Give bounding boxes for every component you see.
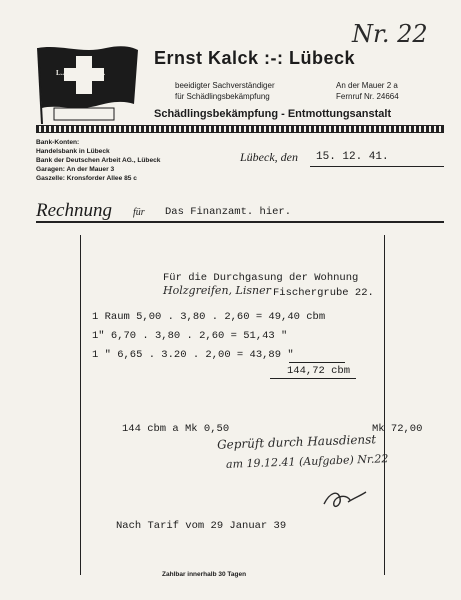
flag-logo xyxy=(30,42,142,126)
right-column-rule xyxy=(384,235,385,575)
signature-mark xyxy=(320,488,370,514)
decorative-border xyxy=(36,125,444,133)
left-column-rule xyxy=(80,235,81,575)
company-name: Ernst Kalck :-: Lübeck xyxy=(154,48,356,68)
flag-text: L.A.F.B.L.A.D. xyxy=(56,69,106,77)
address-line: Fischergrube 22. xyxy=(273,287,374,299)
price-calculation: 144 cbm a Mk 0,50 xyxy=(122,423,230,435)
total-volume: 144,72 cbm xyxy=(287,365,351,377)
bank-title: Bank-Konten: xyxy=(36,139,80,146)
bank-line: Bank der Deutschen Arbeit AG., Lübeck xyxy=(36,157,161,164)
payment-terms: Zahlbar innerhalb 30 Tagen xyxy=(162,571,247,578)
bank-line: Handelsbank in Lübeck xyxy=(36,148,110,155)
handwritten-note: am 19.12.41 (Aufgabe) Nr.22 xyxy=(225,452,389,471)
measurement-row: 1" 6,70 . 3,80 . 2,60 = 51,43 " xyxy=(92,330,288,342)
recipient: Das Finanzamt. hier. xyxy=(165,206,292,218)
tariff-note: Nach Tarif vom 29 Januar 39 xyxy=(116,520,287,532)
measurement-row: 1 Raum 5,00 . 3,80 . 2,60 = 49,40 cbm xyxy=(92,311,326,323)
address-line-2: Fernruf Nr. 24664 xyxy=(336,92,399,101)
total-underline xyxy=(270,378,356,379)
invoice-label: Rechnung xyxy=(36,200,112,221)
subtitle-1: beeidigter Sachverständiger xyxy=(175,81,275,90)
invoice-date: 15. 12. 41. xyxy=(316,151,389,163)
handwritten-name: Holzgreifen, Lisner xyxy=(163,284,271,297)
place-label: Lübeck, den xyxy=(240,150,298,164)
handwritten-number: Nr. 22 xyxy=(352,20,428,48)
service-line: Für die Durchgasung der Wohnung xyxy=(163,272,359,284)
date-underline xyxy=(310,166,444,167)
bank-line: Garagen: An der Mauer 3 xyxy=(36,166,115,173)
tagline: Schädlingsbekämpfung - Entmottungsanstalt xyxy=(154,108,392,120)
address-line-1: An der Mauer 2 a xyxy=(336,81,398,90)
sum-underline xyxy=(289,362,345,363)
measurement-row: 1 " 6,65 . 3.20 . 2,00 = 43,89 " xyxy=(92,349,294,361)
subtitle-2: für Schädlingsbekämpfung xyxy=(175,92,270,101)
bank-line: Gaszelle: Kronsforder Allee 85 c xyxy=(36,175,137,182)
handwritten-note: Geprüft durch Hausdienst xyxy=(216,432,377,452)
invoice-amount: Mk 72,00 xyxy=(372,423,423,435)
recipient-underline xyxy=(36,221,444,223)
for-label: für xyxy=(133,207,145,218)
